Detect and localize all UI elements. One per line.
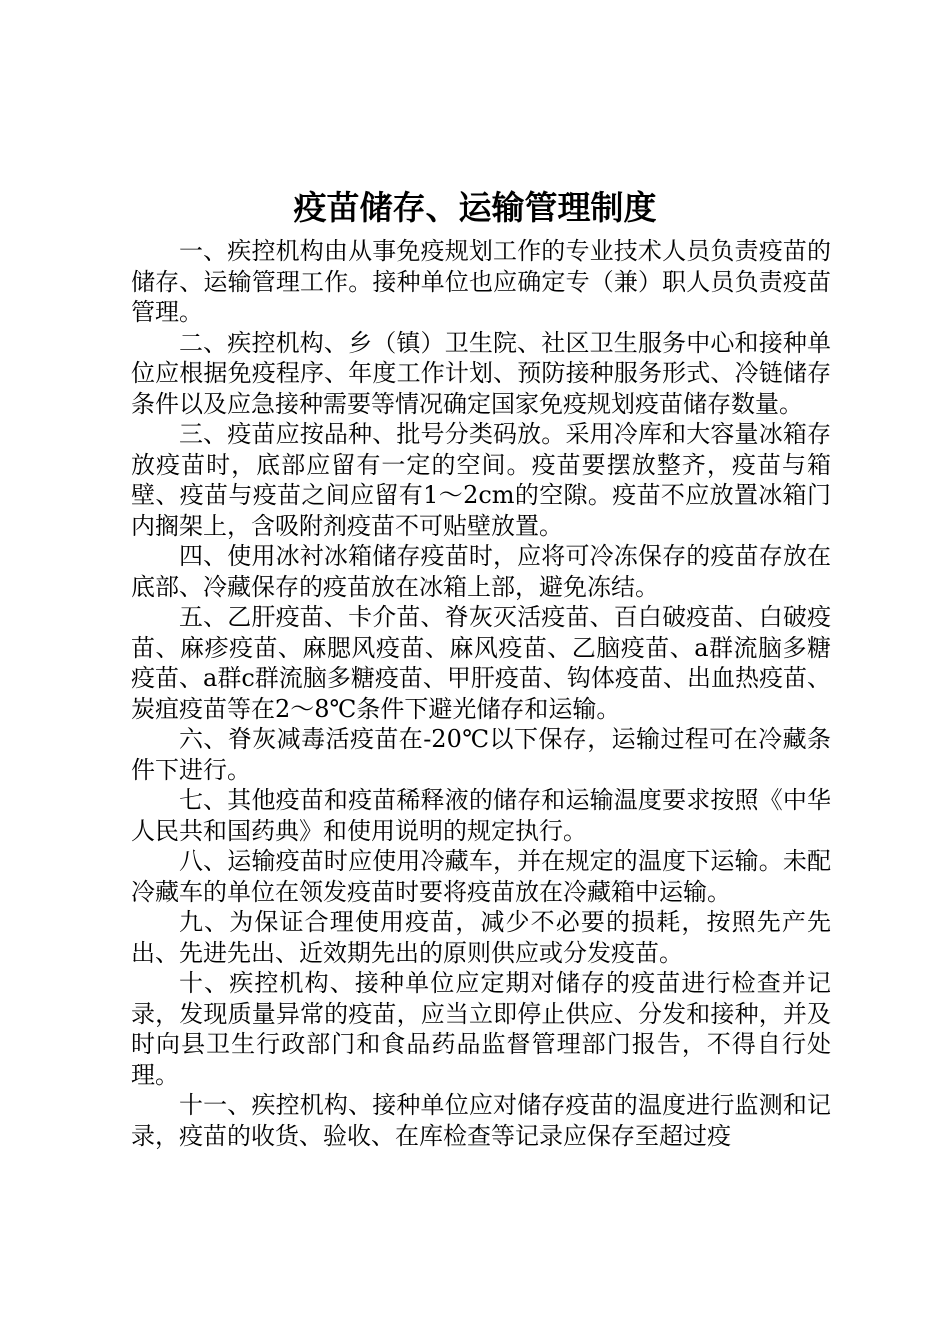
document-body: [131, 236, 831, 1151]
paragraph-1: 一、疾控机构由从事免疫规划工作的专业技术人员负责疫苗的储存、运输管理工作。接种单位也应确定专（兼）职人员负责疫苗管理。: [131, 237, 831, 326]
paragraph-10: 十、疾控机构、接种单位应定期对储存的疫苗进行检查并记录，发现质量异常的疫苗，应当立即停止供应、分发和接种，并及时向县卫生行政部门和食品药品监督管理部门报告，不得自行处理。: [131, 969, 831, 1089]
paragraph-8: 八、运输疫苗时应使用冷藏车，并在规定的温度下运输。未配冷藏车的单位在领发疫苗时要将疫苗放在冷藏箱中运输。: [131, 847, 831, 906]
paragraph-3: 三、疫苗应按品种、批号分类码放。采用冷库和大容量冰箱存放疫苗时，底部应留有一定的空间。疫苗要摆放整齐，疫苗与箱壁、疫苗与疫苗之间应留有1～2cm的空隙。疫苗不应放置冰箱门内搁架上，含吸附剂疫苗不可贴壁放置。: [131, 420, 831, 540]
paragraph-5: 五、乙肝疫苗、卡介苗、脊灰灭活疫苗、百白破疫苗、白破疫苗、麻疹疫苗、麻腮风疫苗、麻风疫苗、乙脑疫苗、a群流脑多糖疫苗、a群c群流脑多糖疫苗、甲肝疫苗、钩体疫苗、出血热疫苗、炭疽疫苗等在2～8℃条件下避光储存和运输。: [131, 603, 831, 723]
paragraph-6: 六、脊灰减毒活疫苗在-20℃以下保存，运输过程可在冷藏条件下进行。: [131, 725, 831, 784]
document-title: 疫苗储存、运输管理制度: [293, 188, 657, 227]
paragraph-9: 九、为保证合理使用疫苗，减少不必要的损耗，按照先产先出、先进先出、近效期先出的原则供应或分发疫苗。: [131, 908, 831, 967]
paragraph-7: 七、其他疫苗和疫苗稀释液的储存和运输温度要求按照《中华人民共和国药典》和使用说明的规定执行。: [131, 786, 831, 845]
paragraph-11: 十一、疾控机构、接种单位应对储存疫苗的温度进行监测和记录，疫苗的收货、验收、在库检查等记录应保存至超过疫: [131, 1091, 831, 1150]
paragraph-4: 四、使用冰衬冰箱储存疫苗时，应将可冷冻保存的疫苗存放在底部、冷藏保存的疫苗放在冰箱上部，避免冻结。: [131, 542, 831, 601]
paragraph-2: 二、疾控机构、乡（镇）卫生院、社区卫生服务中心和接种单位应根据免疫程序、年度工作计划、预防接种服务形式、冷链储存条件以及应急接种需要等情况确定国家免疫规划疫苗储存数量。: [131, 328, 831, 418]
